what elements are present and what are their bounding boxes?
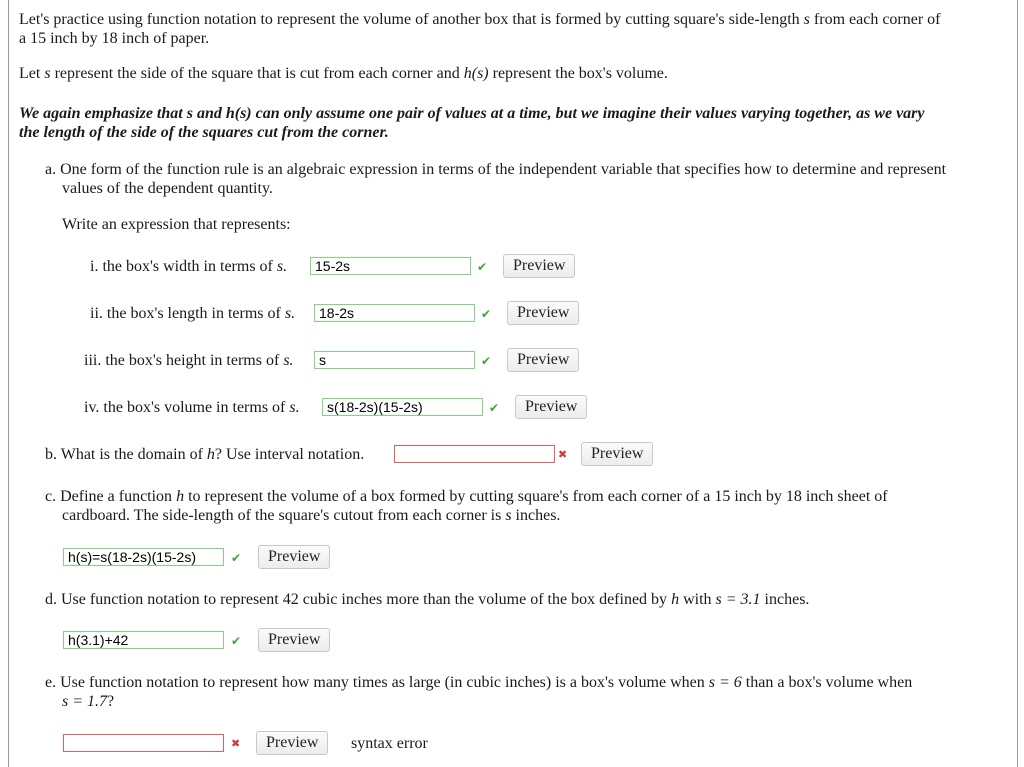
domain-input[interactable] xyxy=(394,445,555,463)
length-input[interactable]: 18-2s xyxy=(314,304,475,322)
preview-button[interactable]: Preview xyxy=(258,545,330,569)
part-c-line2: cardboard. The side-length of the square's cutout from each corner is s inches. xyxy=(62,507,561,524)
check-icon: ✔ xyxy=(489,401,500,415)
preview-button[interactable]: Preview xyxy=(581,442,653,466)
intro-let-line: Let s represent the side of the square that is cut from each corner and h(s) represent the box's volume. xyxy=(19,65,668,82)
check-icon: ✔ xyxy=(231,634,242,648)
preview-button[interactable]: Preview xyxy=(507,348,579,372)
preview-button[interactable]: Preview xyxy=(515,395,587,419)
preview-button[interactable]: Preview xyxy=(503,254,575,278)
check-icon: ✔ xyxy=(477,260,488,274)
syntax-error-message: syntax error xyxy=(351,735,428,752)
part-a-i-label: i. the box's width in terms of s. xyxy=(90,258,288,275)
check-icon: ✔ xyxy=(481,307,492,321)
volume-input[interactable]: s(18-2s)(15-2s) xyxy=(322,398,483,416)
check-icon: ✔ xyxy=(231,551,242,565)
part-d-question: d. Use function notation to represent 42 cubic inches more than the volume of the box defined by h with s = 3.1 inches. xyxy=(45,591,810,608)
part-b-question: b. What is the domain of h? Use interval notation. xyxy=(45,446,365,463)
part-a-iv-label: iv. the box's volume in terms of s. xyxy=(84,399,300,416)
check-icon: ✔ xyxy=(481,354,492,368)
part-e-line2: s = 1.7? xyxy=(62,693,115,710)
intro-line1: Let's practice using function notation to represent the volume of another box that is formed by cutting square's side-length s from each corner of xyxy=(19,11,941,28)
preview-button[interactable]: Preview xyxy=(258,628,330,652)
part-a-write: Write an expression that represents: xyxy=(62,216,291,233)
part-a-line1: a. One form of the function rule is an algebraic expression in terms of the independent variable that specifies how to determine and represent xyxy=(45,161,947,178)
part-e-line1: e. Use function notation to represent how many times as large (in cubic inches) is a box's volume when s = 6 than a box's volume when xyxy=(45,674,913,691)
preview-button[interactable]: Preview xyxy=(507,301,579,325)
ratio-input[interactable] xyxy=(63,734,224,752)
part-a-line2: values of the dependent quantity. xyxy=(62,180,273,197)
part-a-ii-label: ii. the box's length in terms of s. xyxy=(90,305,296,322)
preview-button[interactable]: Preview xyxy=(256,731,328,755)
function-definition-input[interactable]: h(s)=s(18-2s)(15-2s) xyxy=(63,548,224,566)
emphasis-line1: We again emphasize that s and h(s) can only assume one pair of values at a time, but we imagine their values varying together, as we vary xyxy=(19,105,925,122)
notation-input[interactable]: h(3.1)+42 xyxy=(63,631,224,649)
intro-line2: a 15 inch by 18 inch of paper. xyxy=(19,30,210,47)
part-a-iii-label: iii. the box's height in terms of s. xyxy=(84,352,294,369)
height-input[interactable]: s xyxy=(314,351,475,369)
cross-icon: ✖ xyxy=(231,737,241,750)
width-input[interactable]: 15-2s xyxy=(310,257,471,275)
part-c-line1: c. Define a function h to represent the volume of a box formed by cutting square's from each corner of a 15 inch by 18 inch sheet of xyxy=(45,488,888,505)
emphasis-line2: the length of the side of the squares cut from the corner. xyxy=(19,124,389,141)
cross-icon: ✖ xyxy=(558,448,568,461)
